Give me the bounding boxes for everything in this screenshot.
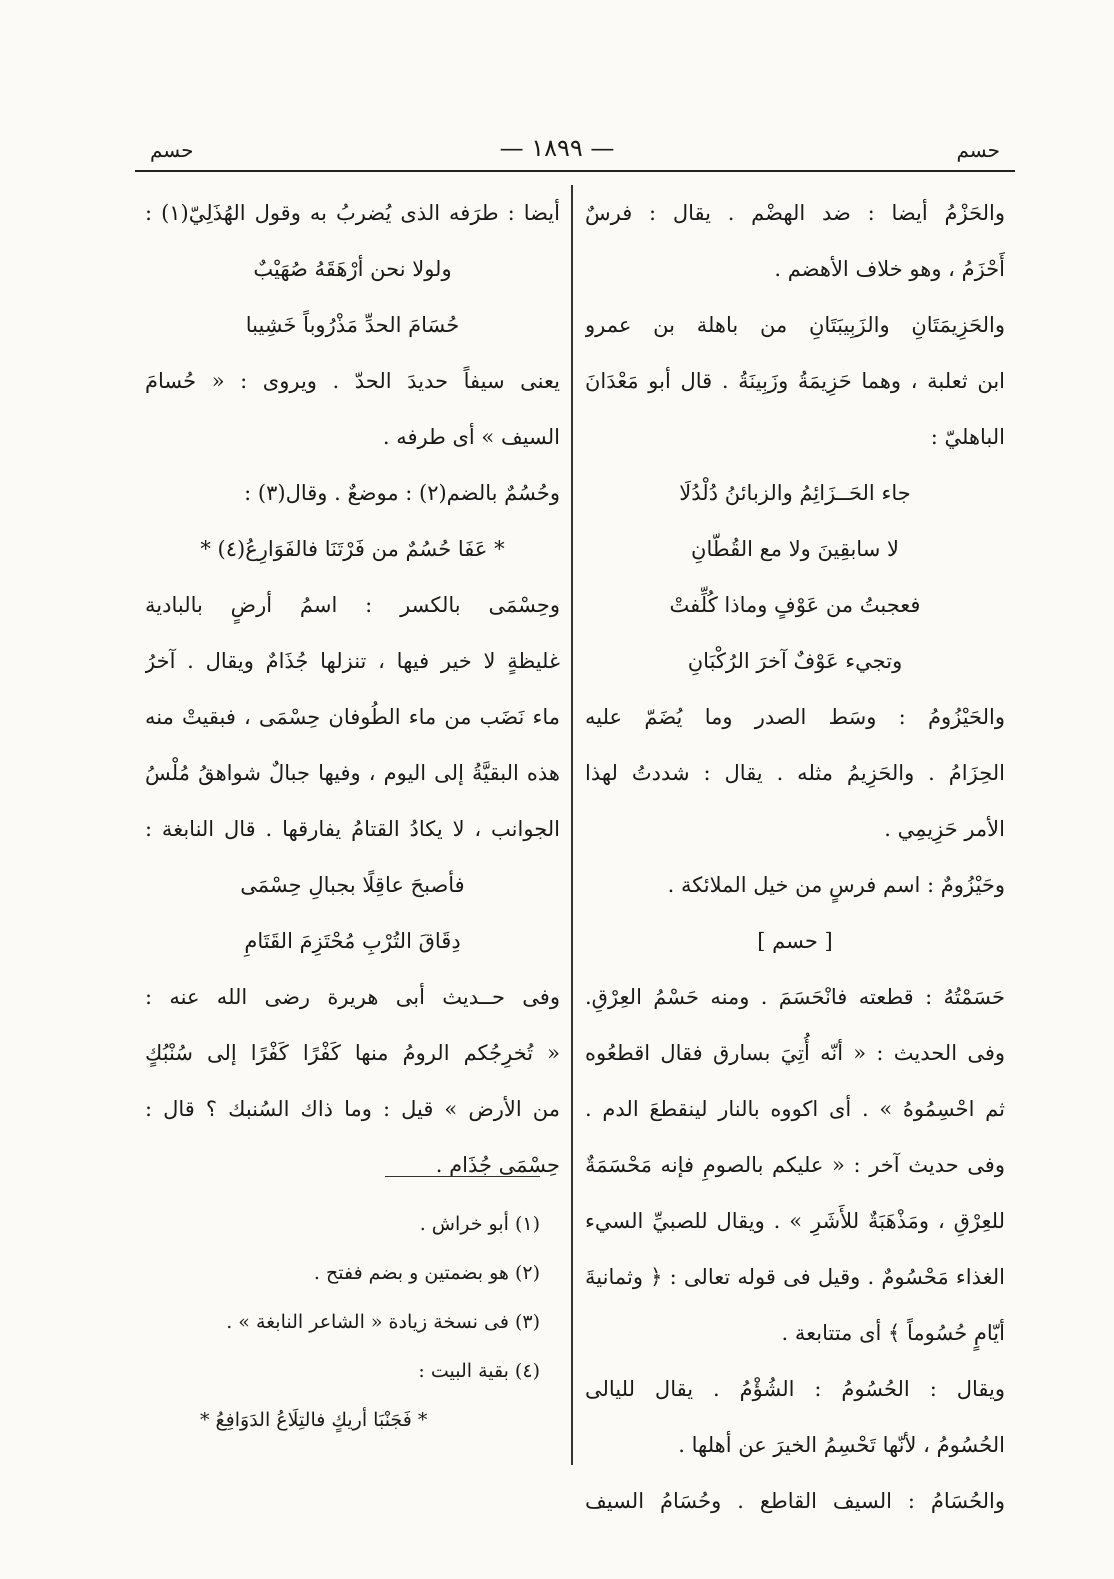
verse-line: حُسَامَ الحدِّ مَذْرُوباً خَشِيبا	[245, 313, 460, 337]
footnote: (١) أبو خراش .	[419, 1213, 540, 1235]
verse-line: * عَفَا حُسُمٌ من فَرْتَنَا فالفَوَارِعُ(٤) *	[200, 537, 505, 561]
text-line: هذه البقيَّةُ إلى اليوم ، وفيها جبالٌ شواهقُ مُلْسُ	[145, 761, 560, 785]
text-line: الجوانب ، لا يكادُ القتامُ يفارقها . قال النابغة :	[145, 817, 560, 841]
text-line: أيضا : طرَفه الذى يُضربُ به وقول الهُذَلِيّ(١) :	[145, 201, 560, 225]
text-line: الغذاء مَحْسُومٌ . وقيل فى قوله تعالى : ﴿ وثمانيةَ	[585, 1265, 1005, 1289]
text-line: والحَيْزُومُ : وسَط الصدر وما يُضَمّ عليه	[585, 705, 1005, 729]
text-line: ماء نَضَب من ماء الطُوفان حِسْمَى ، فبقيتْ منه	[145, 705, 560, 729]
text-line: الأمر حَزِيمِي .	[884, 817, 1005, 841]
footnotes	[160, 1200, 540, 1445]
footnote: (٤) بقية البيت :	[418, 1360, 540, 1382]
text-line: « تُخرِجُكم الرومُ منها كَفْرًا كَفْرًا إلى سُنْبُكٍ	[145, 1041, 560, 1065]
text-line: وحَيْزُومٌ : اسم فرسٍ من خيل الملائكة .	[667, 873, 1005, 897]
footnote: (٢) هو بضمتين و بضم ففتح .	[313, 1262, 540, 1284]
header-rule	[135, 170, 1015, 172]
text-line: حِسْمَى جُذَام .	[435, 1153, 560, 1177]
text-line: غليظةٍ لا خير فيها ، تنزلها جُذَامٌ ويقال . آخرُ	[145, 649, 560, 673]
text-line: الباهليّ :	[930, 425, 1005, 449]
text-line: الحُسُومُ ، لأنّها تَحْسِمُ الخيرَ عن أهلها .	[678, 1433, 1005, 1457]
text-line: ثم احْسِمُوهُ » . أى اكووه بالنار لينقطعَ الدم .	[585, 1097, 1005, 1121]
running-head-left: حسم	[150, 138, 194, 162]
footnote: (٣) فى نسخة زيادة « الشاعر النابغة » .	[226, 1311, 540, 1333]
text-line: حَسَمْتُهُ : قطعته فانْحَسَمَ . ومنه حَسْمُ العِرْقِ.	[585, 985, 1005, 1009]
text-line: يعنى سيفاً حديدَ الحدّ . ويروى : « حُسامَ	[145, 369, 560, 393]
verse-line: ولولا نحن أرْهَقَهُ صُهَيْبٌ	[253, 257, 452, 281]
text-line: أَحْزَمُ ، وهو خلاف الأهضم .	[774, 257, 1005, 281]
running-head-right: حسم	[956, 138, 1000, 162]
text-line: وفى حديث آخر : « عليكم بالصومِ فإنه مَحْسَمَةٌ	[585, 1153, 1005, 1177]
text-line: للعِرْقِ ، ومَذْهَبَةٌ للأَشَرِ » . ويقال للصبيِّ السيء	[585, 1209, 1005, 1233]
text-line: وفى الحديث : « أنّه أُتِيَ بسارق فقال اقطعُوه	[585, 1041, 1005, 1065]
text-line: وحِسْمَى بالكسر : اسمُ أرضٍ بالبادية	[145, 593, 560, 617]
text-line: والحَزِيمَتَانِ والزَبِيبَتَانِ من باهلة بن عمرو	[585, 313, 1005, 337]
verse-line: دِقَاقَ التُرْبِ مُحْتَزِمَ القَتَامِ	[244, 929, 461, 953]
verse-line: جاء الحَــزَائِمُ والزبائنُ دُلْدُلَا	[679, 481, 911, 505]
text-line: ابن ثعلبة ، وهما حَزِيمَةُ وزَبِينَةُ . قال أبو مَعْدَانَ	[585, 369, 1005, 393]
verse-line: وتجيء عَوْفٌ آخرَ الرُكْبَانِ	[687, 649, 903, 673]
footnote-rule	[385, 1176, 540, 1177]
text-line: السيف » أى طرفه .	[382, 425, 560, 449]
text-line: من الأرض » قيل : وما ذاك السُنبك ؟ قال :	[145, 1097, 560, 1121]
left-column	[145, 185, 560, 1193]
verse-line: لا سابقِينَ ولا مع القُطّانِ	[691, 537, 899, 561]
root-heading: [ حسم ]	[757, 929, 833, 953]
text-line: أيّامٍ حُسُوماً ﴾ أى متتابعة .	[781, 1321, 1005, 1345]
text-line: والحَزْمُ أيضا : ضد الهضْم . يقال : فرسٌ	[585, 201, 1005, 225]
verse-line: فعجبتُ من عَوْفٍ وماذا كُلِّفتْ	[669, 593, 921, 617]
text-line: وحُسُمٌ بالضم(٢) : موضعٌ . وقال(٣) :	[244, 481, 560, 505]
column-separator	[571, 185, 573, 1465]
page-number: — ١٨٩٩ —	[499, 134, 615, 162]
text-line: والحُسَامُ : السيف القاطع . وحُسَامُ السيف	[585, 1489, 1005, 1513]
text-line: وفى حــديث أبى هريرة رضى الله عنه :	[145, 985, 560, 1009]
footnote-verse: * فَجَنْبَا أريكٍ فالتِلَاعُ الدَوَافِعُ *	[200, 1409, 428, 1431]
text-line: ويقال : الحُسُومُ : الشُؤْمُ . يقال لليالى	[585, 1377, 1005, 1401]
right-column	[585, 185, 1005, 1529]
text-line: الحِزَامُ . والحَزِيمُ مثله . يقال : شددتُ لهذا	[585, 761, 1005, 785]
verse-line: فأصبحَ عاقِلًا بجبالِ حِسْمَى	[240, 873, 465, 897]
